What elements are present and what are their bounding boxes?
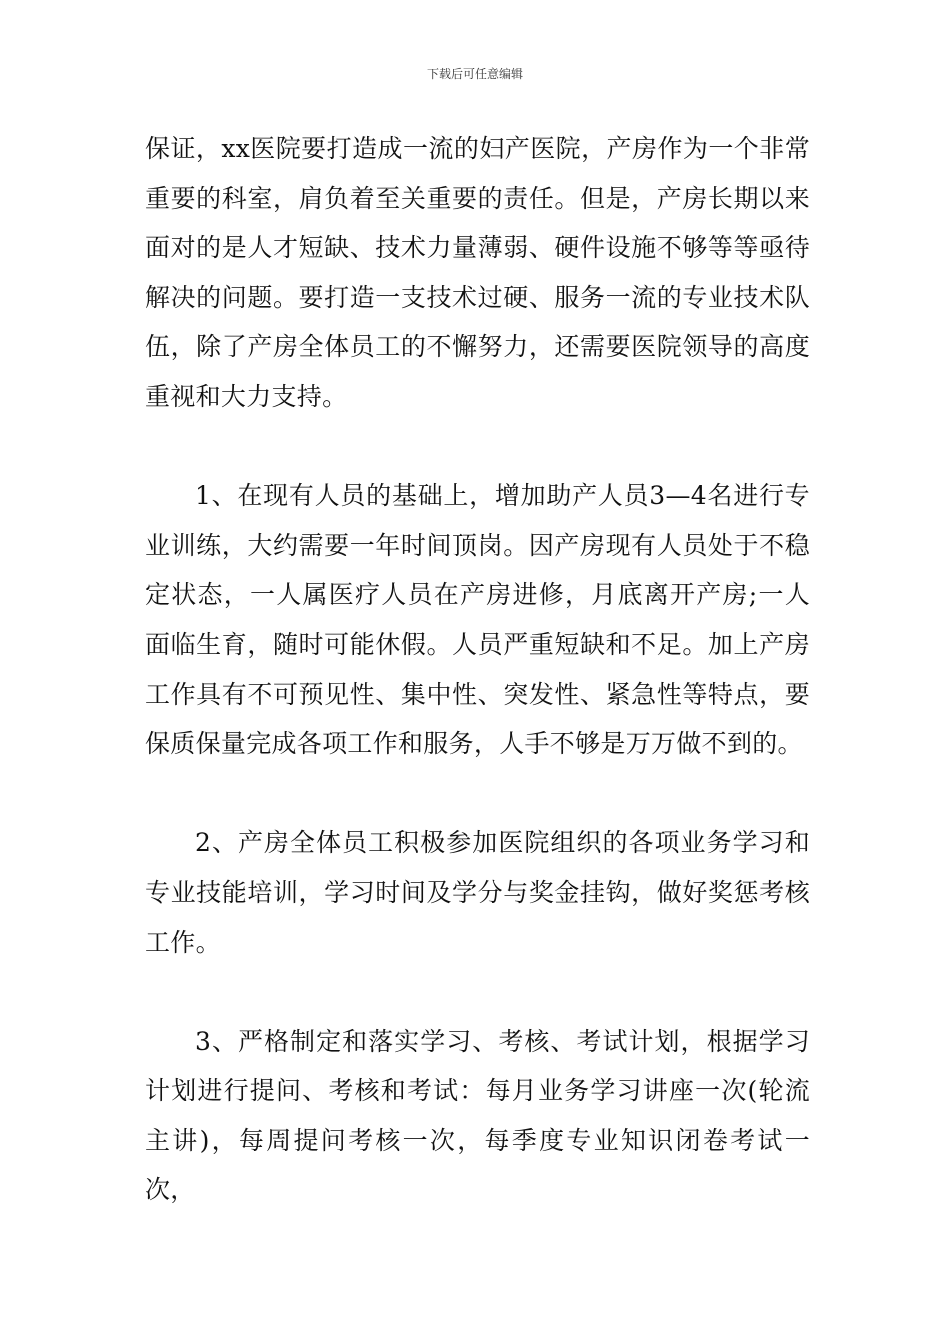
paragraph-continuation: 保证，xx医院要打造成一流的妇产医院，产房作为一个非常重要的科室，肩负着至关重要的责任。但是，产房长期以来面对的是人才短缺、技术力量薄弱、硬件设施不够等等亟待解决的问题。要打造一支技术过硬、服务一流的专业技术队伍，除了产房全体员工的不懈努力，还需要医院领导的高度重视和大力支持。 xyxy=(145,134,810,411)
paragraph-spacer xyxy=(145,769,810,819)
paragraph-item-3: 3、严格制定和落实学习、考核、考试计划，根据学习计划进行提问、考核和考试：每月业务学习讲座一次(轮流主讲)，每周提问考核一次，每季度专业知识闭卷考试一次， xyxy=(145,1026,810,1205)
paragraph-spacer xyxy=(145,422,810,472)
paragraph-item-2: 2、产房全体员工积极参加医院组织的各项业务学习和专业技能培训，学习时间及学分与奖金挂钩，做好奖惩考核工作。 xyxy=(145,828,810,957)
page-header: 下载后可任意编辑 xyxy=(426,67,523,81)
paragraph-spacer xyxy=(145,967,810,1017)
paragraph-item-1: 1、在现有人员的基础上，增加助产人员3—4名进行专业训练，大约需要一年时间顶岗。因产房现有人员处于不稳定状态，一人属医疗人员在产房进修，月底离开产房;一人面临生育，随时可能休假。人员严重短缺和不足。加上产房工作具有不可预见性、集中性、突发性、紧急性等特点，要保质保量完成各项工作和服务，人手不够是万万做不到的。 xyxy=(145,481,810,759)
document-body xyxy=(145,124,810,1215)
